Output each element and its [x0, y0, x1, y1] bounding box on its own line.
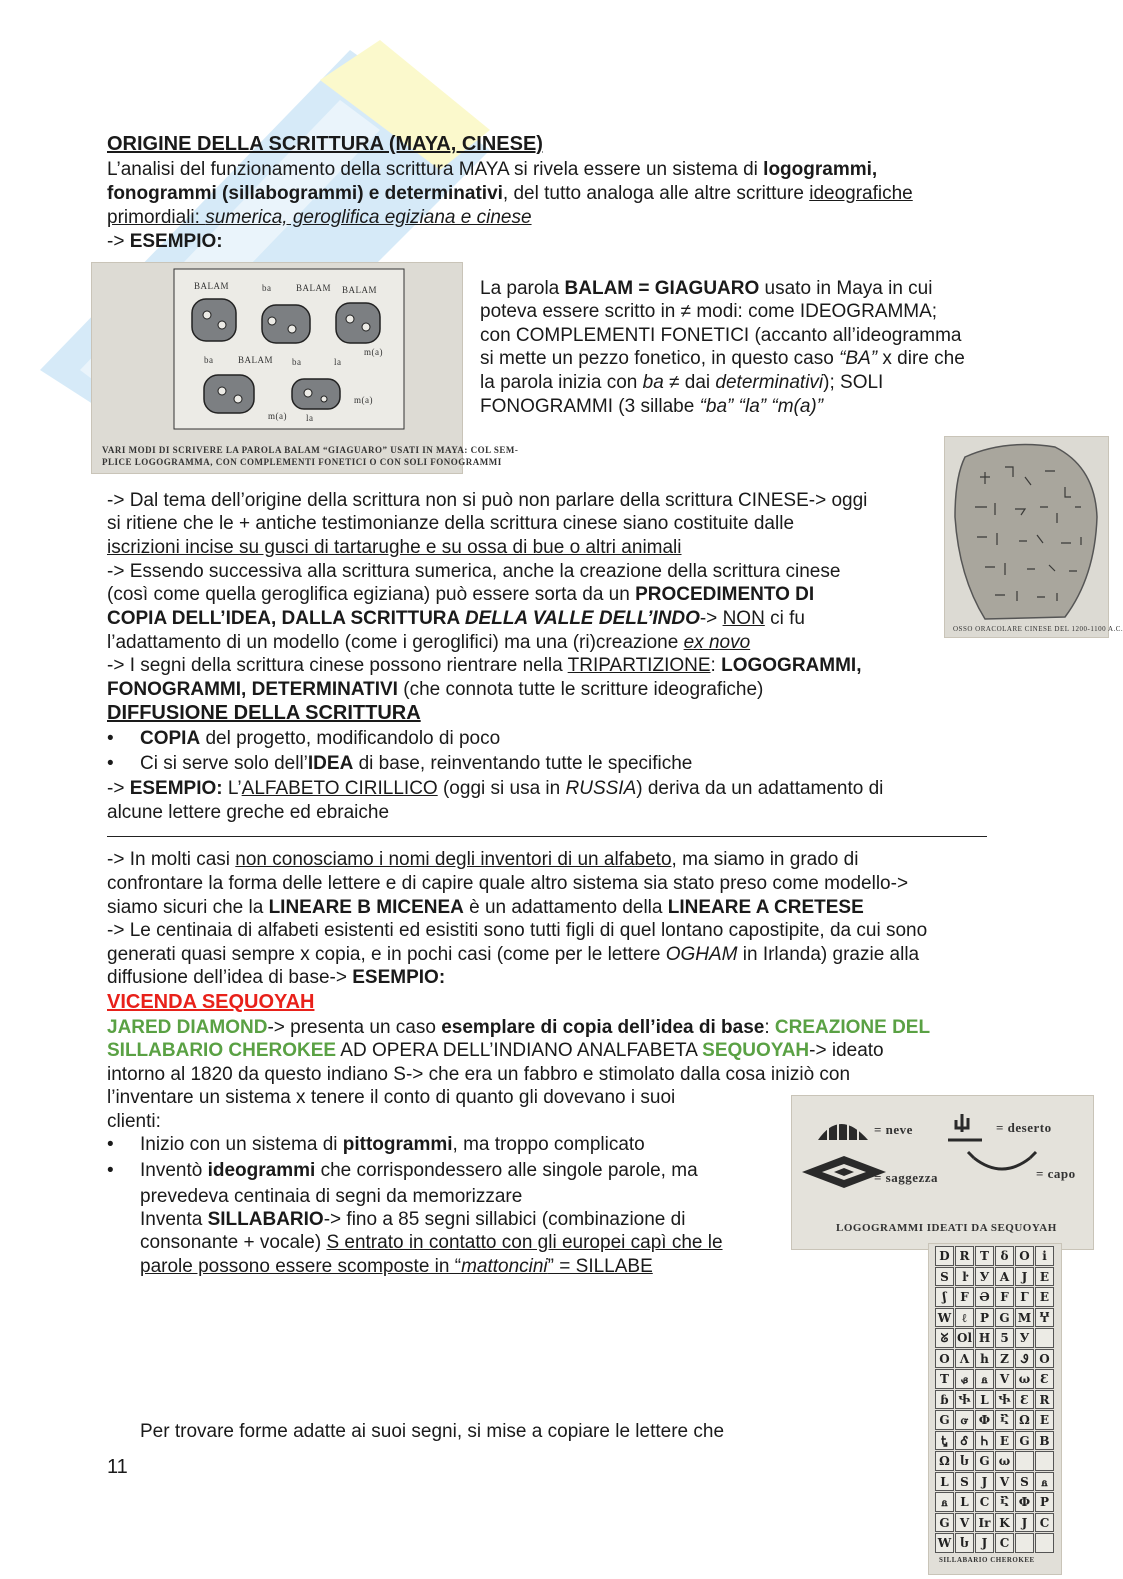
syllabary-cell: J	[975, 1533, 994, 1553]
syllabary-cell: R	[955, 1246, 974, 1266]
glyph-label: ba	[262, 283, 272, 293]
sequoyah-line-2: SILLABARIO CHEROKEE AD OPERA DELL’INDIANO ANALFABETA SEQUOYAH-> ideato	[107, 1040, 884, 1061]
glyph-label: ba	[292, 357, 302, 367]
logo-word-capo: = capo	[1036, 1166, 1076, 1181]
chinese-line-3: iscrizioni incise su gusci di tartarughe e su ossa di bue o altri animali	[107, 537, 682, 558]
alfabeto-line-3: siamo sicuri che la LINEARE B MICENEA è un adattamento della LINEARE A CRETESE	[107, 897, 864, 918]
intro-line-3: primordiali: sumerica, geroglifica egiziana e cinese	[107, 207, 532, 228]
syllabary-cell: S	[955, 1472, 974, 1492]
alfabeto-line-5: generati quasi sempre x copia, e in pochi casi (come per le lettere OGHAM in Irlanda) grazie alla	[107, 944, 920, 965]
oracle-bone-image	[944, 436, 1123, 638]
syllabary-cell	[1035, 1533, 1054, 1553]
syllabary-cell: Ꮏ	[935, 1431, 954, 1451]
balam-figure-caption-1: VARI MODI DI SCRIVERE LA PAROLA BALAM “GIAGUARO” USATI IN MAYA: COL SEM-	[102, 445, 519, 455]
syllabary-cell: O	[1015, 1246, 1034, 1266]
intro-line-2: fonogrammi (sillabogrammi) e determinativi, del tutto analoga alle altre scritture ideografiche	[107, 183, 913, 204]
syllabary-cell: G	[935, 1513, 954, 1533]
balam-line-5: la parola inizia con ba ≠ dai determinativi); SOLI	[480, 372, 884, 393]
syllabary-cell: i	[1035, 1246, 1054, 1266]
balam-figure-caption-2: PLICE LOGOGRAMMA, CON COMPLEMENTI FONETICI O CON SOLI FONOGRAMMI	[102, 457, 502, 467]
syllabary-cell: E	[995, 1431, 1014, 1451]
syllabary-cell: ω	[995, 1451, 1014, 1471]
syllabary-cell: W	[935, 1533, 954, 1553]
syllabary-cell: 5	[995, 1328, 1014, 1348]
syllabary-cell: F	[995, 1287, 1014, 1307]
syllabary-cell: ᏺ	[935, 1492, 954, 1512]
syllabary-cell: P	[975, 1308, 994, 1328]
chinese-line-7: l’adattamento di un modello (come i geroglifici) ma una (ri)creazione ex novo	[107, 632, 751, 653]
sillabario-line-1: Inventa SILLABARIO-> fino a 85 segni sillabici (combinazione di	[140, 1209, 686, 1230]
glyph-label: BALAM	[342, 285, 378, 295]
chinese-line-1: -> Dal tema dell’origine della scrittura non si può non parlare della scrittura CINESE-> oggi	[107, 490, 868, 511]
glyph-label: m(a)	[364, 347, 383, 357]
alfabeto-line-1: -> In molti casi non conosciamo i nomi degli inventori di un alfabeto, ma siamo in grado di	[107, 849, 859, 870]
balam-line-6: FONOGRAMMI (3 sillabe “ba” “la” “m(a)”	[480, 396, 824, 417]
syllabary-cell: C	[995, 1533, 1014, 1553]
chinese-line-8: -> I segni della scrittura cinese possono rientrare nella TRIPARTIZIONE: LOGOGRAMMI,	[107, 655, 862, 676]
syllabary-cell	[1015, 1533, 1034, 1553]
syllabary-cell: Ɛ	[1035, 1369, 1054, 1389]
syllabary-cell: C	[1035, 1513, 1054, 1533]
syllabary-cell: M	[1015, 1308, 1034, 1328]
syllabary-cell: ᏻ	[955, 1410, 974, 1430]
syllabary-cell: Ə	[975, 1287, 994, 1307]
bullet-dot: •	[107, 1134, 114, 1155]
sequoyah-line-3: intorno al 1820 da questo indiano S-> che era un fabbro e stimolato dalla cosa iniziò con	[107, 1064, 851, 1085]
syllabary-cell: O	[1035, 1349, 1054, 1369]
syllabary-chart	[928, 1243, 1062, 1575]
chinese-line-2: si ritiene che le + antiche testimonianze della scrittura cinese siano costituite dalle	[107, 513, 795, 534]
syllabary-cell: Ol	[955, 1328, 974, 1348]
section-title-origine: ORIGINE DELLA SCRITTURA (MAYA, CINESE)	[107, 133, 543, 155]
glyph-label: m(a)	[354, 395, 373, 405]
alfabeto-line-4: -> Le centinaia di alfabeti esistenti ed esistiti sono tutti figli di quel lontano capostipite, da cui sono	[107, 920, 928, 941]
cirillico-line-2: alcune lettere greche ed ebraiche	[107, 802, 390, 823]
syllabary-cell: ʃ	[935, 1287, 954, 1307]
syllabary-cell: h	[975, 1349, 994, 1369]
syllabary-cell: R	[1035, 1390, 1054, 1410]
syllabary-cell: S	[1015, 1472, 1034, 1492]
intro-line-1: L’analisi del funzionamento della scrittura MAYA si rivela essere un sistema di logogrammi,	[107, 159, 878, 180]
example-line: -> ESEMPIO:	[107, 231, 223, 252]
ideogrammi-continuation: prevedeva centinaia di segni da memorizzare	[140, 1186, 523, 1207]
syllabary-cell: L	[975, 1390, 994, 1410]
bullet-dot: •	[107, 1160, 114, 1181]
balam-line-3: con COMPLEMENTI FONETICI (accanto all’ideogramma	[480, 325, 962, 346]
syllabary-cell: Ꮽ	[1015, 1349, 1034, 1369]
page-number: 11	[107, 1456, 128, 1478]
syllabary-cell: У	[975, 1267, 994, 1287]
syllabary-cell: T	[975, 1246, 994, 1266]
glyph-label: ba	[204, 355, 214, 365]
glyph-label: BALAM	[238, 355, 274, 365]
syllabary-cell: J	[1015, 1513, 1034, 1533]
syllabary-cell: ŀ	[955, 1267, 974, 1287]
syllabary-cell: δ	[995, 1246, 1014, 1266]
logo-word-deserto: = deserto	[996, 1120, 1052, 1135]
syllabary-cell: E	[1035, 1287, 1054, 1307]
syllabary-cell: S	[935, 1267, 954, 1287]
syllabary-cell: W	[935, 1308, 954, 1328]
chinese-line-6: COPIA DELL’IDEA, DALLA SCRITTURA DELLA VALLE DELL’INDO-> NON ci fu	[107, 608, 805, 629]
glyph-label: la	[306, 413, 314, 423]
syllabary-cell: Ⴤ	[1035, 1308, 1054, 1328]
glyph-label: m(a)	[268, 411, 287, 421]
syllabary-cell: F	[955, 1287, 974, 1307]
logo-word-saggezza: = saggezza	[874, 1170, 939, 1185]
syllabary-cell: ᏺ	[975, 1369, 994, 1389]
syllabary-cell: Λ	[955, 1349, 974, 1369]
horizontal-divider	[107, 836, 987, 837]
syllabary-grid	[935, 1246, 1055, 1554]
syllabary-cell: D	[935, 1246, 954, 1266]
syllabary-cell: G	[1015, 1431, 1034, 1451]
syllabary-cell: V	[995, 1472, 1014, 1492]
syllabary-cell: V	[995, 1369, 1014, 1389]
bullet-dot: •	[107, 728, 114, 749]
sequoyah-line-4: l’inventare un sistema x tenere il conto di quanto gli dovevano i suoi	[107, 1087, 676, 1108]
syllabary-cell	[1035, 1328, 1054, 1348]
sillabario-line-2: consonante + vocale) S entrato in contatto con gli europei capì che le	[140, 1232, 723, 1253]
chinese-line-4: -> Essendo successiva alla scrittura sumerica, anche la creazione della scrittura cinese	[107, 561, 841, 582]
syllabary-cell: P	[1035, 1492, 1054, 1512]
syllabary-cell: E	[1035, 1267, 1054, 1287]
syllabary-cell: Ꮄ	[955, 1431, 974, 1451]
bullet-dot: •	[107, 753, 114, 774]
maya-glyphs-illustration	[92, 263, 462, 473]
syllabary-cell: T	[935, 1369, 954, 1389]
syllabary-cell: Ⴑ	[955, 1533, 974, 1553]
syllabary-cell: H	[975, 1328, 994, 1348]
syllabary-cell: У	[1015, 1328, 1034, 1348]
syllabary-cell: V	[955, 1513, 974, 1533]
syllabary-cell	[1015, 1451, 1034, 1471]
syllabary-cell: Ⴑ	[955, 1451, 974, 1471]
syllabary-cell: Ⴕ	[995, 1390, 1014, 1410]
syllabary-cell: Z	[995, 1349, 1014, 1369]
logogrammi-caption: LOGOGRAMMI IDEATI DA SEQUOYAH	[836, 1222, 1057, 1234]
syllabary-cell: Ⴀ	[995, 1410, 1014, 1430]
syllabary-cell: A	[995, 1267, 1014, 1287]
syllabary-cell: ᏺ	[1035, 1472, 1054, 1492]
syllabary-caption: SILLABARIO CHEROKEE	[939, 1556, 1035, 1564]
alfabeto-line-6: diffusione dell’idea di base-> ESEMPIO:	[107, 967, 446, 988]
syllabary-cell: L	[935, 1472, 954, 1492]
syllabary-cell: Ⴕ	[955, 1390, 974, 1410]
balam-figure	[91, 262, 519, 474]
oracle-bone-drawing	[945, 437, 1108, 637]
oracle-bone-caption: OSSO ORACOLARE CINESE DEL 1200-1100 A.C.	[953, 625, 1123, 633]
syllabary-cell: G	[975, 1451, 994, 1471]
glyph-label: BALAM	[296, 283, 332, 293]
syllabary-cell: J	[975, 1472, 994, 1492]
cirillico-line-1: -> ESEMPIO: L’ALFABETO CIRILLICO (oggi si usa in RUSSIA) deriva da un adattamento di	[107, 778, 884, 799]
syllabary-cell: G	[995, 1308, 1014, 1328]
section-title-sequoyah: VICENDA SEQUOYAH	[107, 991, 315, 1013]
alfabeto-line-2: confrontare la forma delle lettere e di capire quale altro sistema sia stato preso come modello->	[107, 873, 909, 894]
syllabary-cell	[1035, 1451, 1054, 1471]
syllabary-cell: L	[955, 1492, 974, 1512]
syllabary-cell: Ф	[1015, 1492, 1034, 1512]
glyph-label: BALAM	[194, 281, 230, 291]
syllabary-cell: E	[1035, 1410, 1054, 1430]
syllabary-cell: Ir	[975, 1513, 994, 1533]
syllabary-cell: O	[935, 1349, 954, 1369]
syllabary-cell: ᘜ	[935, 1328, 954, 1348]
syllabary-cell: Γ	[1015, 1287, 1034, 1307]
last-line: Per trovare forme adatte ai suoi segni, si mise a copiare le lettere che	[140, 1421, 725, 1442]
syllabary-cell: G	[935, 1410, 954, 1430]
syllabary-cell: K	[995, 1513, 1014, 1533]
syllabary-cell: J	[1015, 1267, 1034, 1287]
sequoyah-line-5: clienti:	[107, 1111, 161, 1132]
syllabary-cell: Ф	[975, 1410, 994, 1430]
syllabary-cell: ℓ	[955, 1308, 974, 1328]
balam-line-1: La parola BALAM = GIAGUARO usato in Maya in cui	[480, 278, 933, 299]
balam-line-2: poteva essere scritto in ≠ modi: come IDEOGRAMMA;	[480, 301, 938, 322]
syllabary-cell: Ⴀ	[995, 1492, 1014, 1512]
logogrammi-figure	[791, 1095, 1094, 1250]
syllabary-cell: Ω	[935, 1451, 954, 1471]
chinese-line-9: FONOGRAMMI, DETERMINATIVI (che connota tutte le scritture ideografiche)	[107, 679, 764, 700]
chinese-line-5: (così come quella geroglifica egiziana) può essere sorta da un PROCEDIMENTO DI	[107, 584, 815, 605]
sillabario-line-3: parole possono essere scomposte in “mattoncini” = SILLABE	[140, 1256, 653, 1277]
sequoyah-line-1: JARED DIAMOND-> presenta un caso esemplare di copia dell’idea di base: CREAZIONE DEL	[107, 1017, 931, 1038]
syllabary-cell: ɓ	[935, 1390, 954, 1410]
section-title-diffusione: DIFFUSIONE DELLA SCRITTURA	[107, 702, 421, 724]
logo-word-neve: = neve	[874, 1122, 913, 1137]
balam-line-4: si mette un pezzo fonetico, in questo caso “BA” x dire che	[480, 348, 965, 369]
syllabary-cell: B	[1035, 1431, 1054, 1451]
syllabary-cell: ᏸ	[955, 1369, 974, 1389]
syllabary-cell: Ω	[1015, 1410, 1034, 1430]
glyph-label: la	[334, 357, 342, 367]
syllabary-cell: Ɛ	[1015, 1390, 1034, 1410]
syllabary-cell: C	[975, 1492, 994, 1512]
syllabary-cell: Ꮒ	[975, 1431, 994, 1451]
syllabary-cell: ω	[1015, 1369, 1034, 1389]
